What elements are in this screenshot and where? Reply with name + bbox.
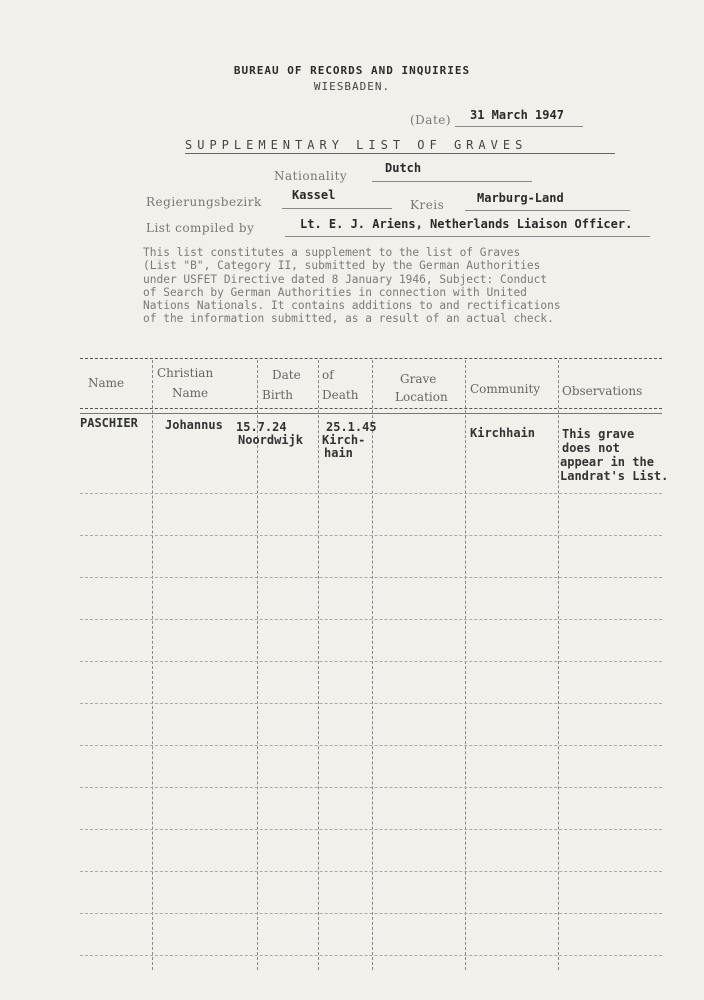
table-row-observation-2: does not [562,441,620,455]
compiled-by-underline [285,236,650,237]
col-divider-6 [558,360,559,970]
row-rule [80,577,662,578]
col-header-observations: Observations [562,384,643,398]
col-divider-1 [152,360,153,970]
col-header-death: Death [322,388,359,402]
regierungsbezirk-value: Kassel [292,188,336,202]
col-header-of: of [322,368,334,382]
kreis-value: Marburg-Land [477,191,564,205]
table-row-christian-name: Johannus [165,418,223,432]
col-header-birth: Birth [262,388,293,402]
nationality-underline [372,181,532,182]
col-header-name: Name [88,376,125,390]
row-rule [80,871,662,872]
regierungsbezirk-underline [282,208,392,209]
table-top-rule [80,358,662,359]
table-row-death-date: 25.1.45 [326,420,377,434]
date-underline [455,126,583,127]
kreis-underline [465,210,630,211]
kreis-label: Kreis [410,198,445,212]
row-rule [80,913,662,914]
intro-paragraph: This list constitutes a supplement to the list of Graves (List "B", Category II, submitted by the German Authorities under USFET Directive dated 8 January 1946, Subject: Conduct of Search by German Authorities in connection with United Nations Nationals. It contains additions to and rectifications of the information submitted, as a result of an actual check. [143,246,561,326]
compiled-by-value: Lt. E. J. Ariens, Netherlands Liaison Officer. [300,217,633,231]
row-rule [80,535,662,536]
col-divider-2 [257,360,258,970]
table-row-birth-place: Noordwijk [238,433,304,447]
col-divider-3 [318,360,319,970]
table-row-community: Kirchhain [470,426,536,440]
table-row-observation-1: This grave [562,427,635,441]
col-header-location: Location [395,390,448,404]
table-row-observation-3: appear in the [560,455,654,469]
office-city: WIESBADEN. [313,80,391,93]
table-header-rule [80,408,662,409]
nationality-value: Dutch [385,161,422,175]
row-rule [80,493,662,494]
col-header-grave: Grave [400,372,437,386]
date-label: (Date) [410,113,452,127]
nationality-label: Nationality [274,169,348,183]
row-rule [80,619,662,620]
row-rule [80,661,662,662]
office-header: BUREAU OF RECORDS AND INQUIRIES [233,64,471,77]
regierungsbezirk-label: Regierungsbezirk [146,195,262,209]
col-header-community: Community [470,382,541,396]
row-rule [80,955,662,956]
compiled-by-label: List compiled by [146,221,255,235]
row-rule [80,703,662,704]
col-header-date: Date [272,368,301,382]
date-value: 31 March 1947 [470,108,564,122]
row-rule [80,829,662,830]
document-title: SUPPLEMENTARY LIST OF GRAVES [185,138,615,154]
row-rule [80,787,662,788]
row-rule [80,745,662,746]
col-divider-4 [372,360,373,970]
table-header-rule-2 [80,413,662,414]
col-divider-5 [465,360,466,970]
table-row-observation-4: Landrat's List. [560,469,669,483]
table-row-death-place-1: Kirch- [322,433,366,447]
table-row-death-place-2: hain [324,446,353,460]
col-header-christian: Christian [157,366,214,380]
table-row-name: PASCHIER [80,416,138,430]
col-header-christian-2: Name [172,386,209,400]
table-row-birth-date: 15.7.24 [236,420,287,434]
